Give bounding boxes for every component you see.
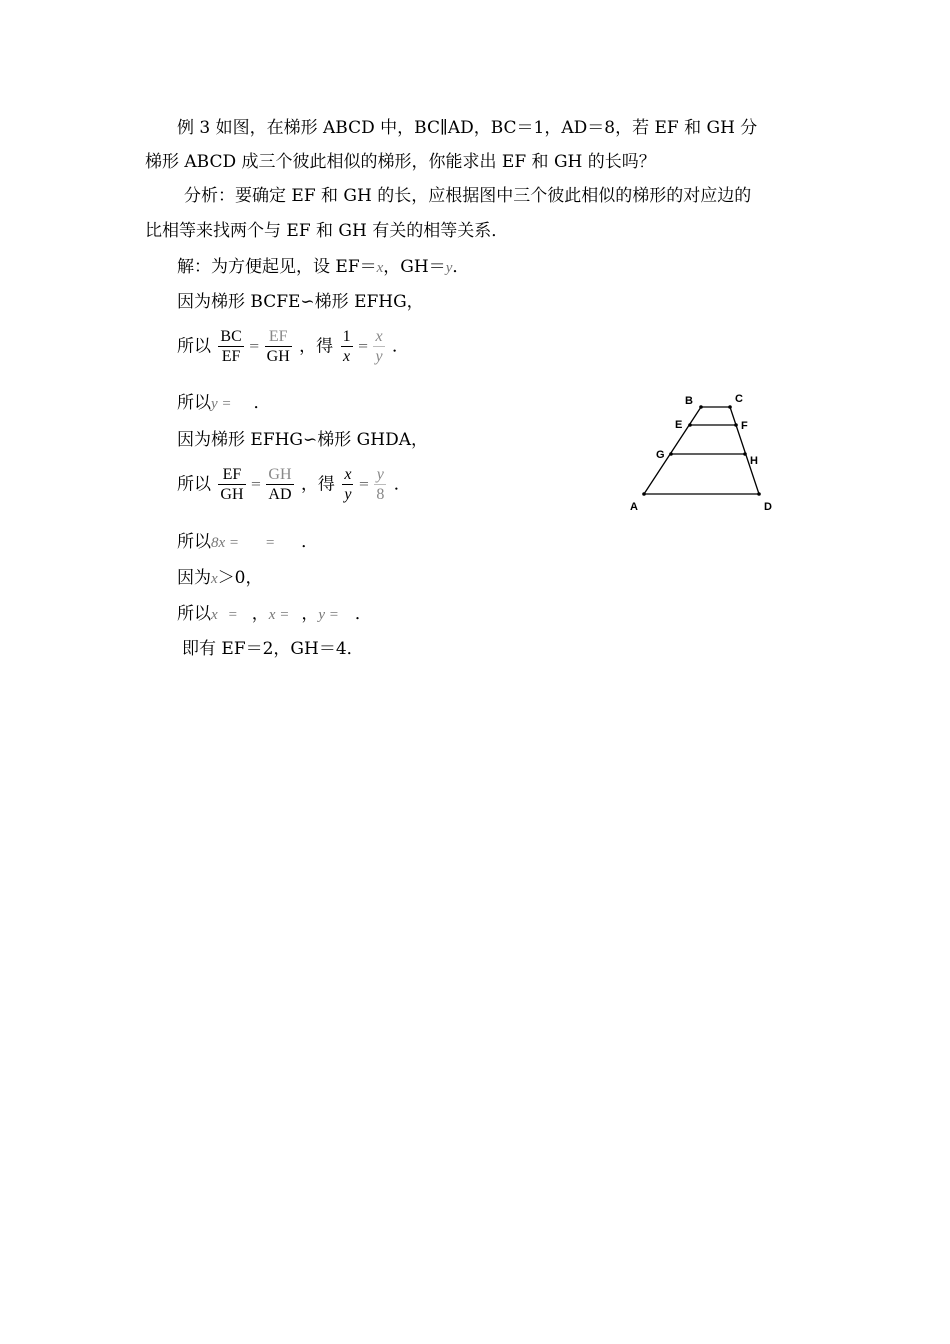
point-h <box>743 452 747 456</box>
label-g: G <box>656 449 665 461</box>
so-label: 所以 <box>177 336 211 357</box>
leg-ab <box>644 407 701 494</box>
math-x-equals: x = <box>268 607 290 623</box>
period: ． <box>301 532 319 552</box>
solution-line-10: 即有 EF＝2，GH＝4． <box>182 639 364 659</box>
so-label: 所以 <box>177 474 211 495</box>
label-a: A <box>630 501 638 513</box>
frac-num: EF <box>218 465 245 485</box>
get-label: ，得 <box>299 336 334 357</box>
problem-line-1: 例 3 如图，在梯形 ABCD 中，BC∥AD，BC＝1，AD＝8，若 EF 和 GH 分 <box>177 118 758 138</box>
solution-line-7 <box>177 531 318 554</box>
frac-den: GH <box>220 486 244 503</box>
solution-line-5: 因为梯形 EFHG∽梯形 GHDA， <box>177 430 428 450</box>
solution-line-1 <box>177 256 469 279</box>
point-c <box>728 405 732 409</box>
solution-line-6 <box>177 465 411 504</box>
frac-num: x <box>344 466 352 483</box>
math-8x-equals: 8x = <box>211 535 240 551</box>
frac-num: BC <box>220 328 242 345</box>
so-label: 所以 <box>177 532 211 552</box>
frac-den: 8 <box>376 486 385 503</box>
analysis-line-1: 分析：要确定 EF 和 GH 的长，应根据图中三个彼此相似的梯形的对应边的 <box>184 186 752 206</box>
frac-num: GH <box>268 466 292 483</box>
math-y-equals: y = <box>211 396 232 412</box>
fraction-1-x <box>341 327 353 366</box>
label-f: F <box>741 420 748 432</box>
solution-line-1-end: ． <box>452 257 470 277</box>
solution-line-8 <box>177 567 263 590</box>
so-label: 所以 <box>177 604 211 624</box>
frac-den: y <box>375 348 383 365</box>
frac-den: AD <box>268 486 292 503</box>
label-h: H <box>750 455 758 467</box>
label-e: E <box>675 419 683 431</box>
math-equals: = <box>265 535 276 551</box>
equals-sign: = <box>250 476 262 492</box>
var-y: y <box>445 260 453 276</box>
point-a <box>642 492 646 496</box>
solution-line-9 <box>177 603 372 626</box>
fraction-x-y <box>373 327 384 366</box>
trapezoid-figure <box>625 385 785 520</box>
frac-den: GH <box>266 348 290 365</box>
period: ． <box>253 393 271 413</box>
period: ． <box>354 604 372 624</box>
fraction-ef-gh <box>218 465 245 504</box>
frac-num: y <box>374 465 386 485</box>
equals-sign: = <box>357 338 369 354</box>
solution-line-1-mid: ，GH＝ <box>383 257 446 277</box>
solution-line-1-prefix: 解：为方便起见，设 EF＝ <box>177 257 377 277</box>
math-x: x <box>211 607 218 623</box>
comma: ， <box>251 604 269 624</box>
because-label: 因为 <box>177 568 211 588</box>
frac-den: x <box>343 348 351 365</box>
frac-num: EF <box>265 327 292 347</box>
point-e <box>688 423 692 427</box>
fraction-gh-ad <box>266 465 293 504</box>
fraction-ef-gh <box>265 327 292 366</box>
point-b <box>699 405 703 409</box>
equals-sign: = <box>358 476 370 492</box>
math-equals: = <box>227 607 238 623</box>
comma: ， <box>301 604 319 624</box>
point-d <box>757 492 761 496</box>
period: ． <box>392 336 409 357</box>
positive-condition: ＞0， <box>217 568 263 588</box>
solution-line-3 <box>177 327 409 366</box>
frac-num: 1 <box>342 328 351 345</box>
frac-den: EF <box>221 348 241 365</box>
frac-den: y <box>344 486 352 503</box>
point-g <box>669 452 673 456</box>
period: ． <box>393 474 411 495</box>
frac-num: x <box>375 328 383 345</box>
var-x: x <box>211 571 218 587</box>
math-y-equals: y = <box>318 607 339 623</box>
point-f <box>734 423 738 427</box>
fraction-x-y <box>342 465 353 504</box>
analysis-line-2: 比相等来找两个与 EF 和 GH 有关的相等关系． <box>145 221 509 241</box>
fraction-bc-ef <box>218 327 243 366</box>
label-d: D <box>764 501 772 513</box>
so-label: 所以 <box>177 393 211 413</box>
var-x: x <box>376 260 384 276</box>
solution-line-2: 因为梯形 BCFE∽梯形 EFHG， <box>177 292 424 312</box>
get-label: ，得 <box>300 474 335 495</box>
label-b: B <box>685 395 693 407</box>
label-c: C <box>735 393 743 405</box>
fraction-y-8 <box>374 465 386 504</box>
equals-sign: = <box>248 338 260 354</box>
problem-line-2: 梯形 ABCD 成三个彼此相似的梯形，你能求出 EF 和 GH 的长吗？ <box>145 152 656 172</box>
solution-line-4 <box>177 392 271 415</box>
